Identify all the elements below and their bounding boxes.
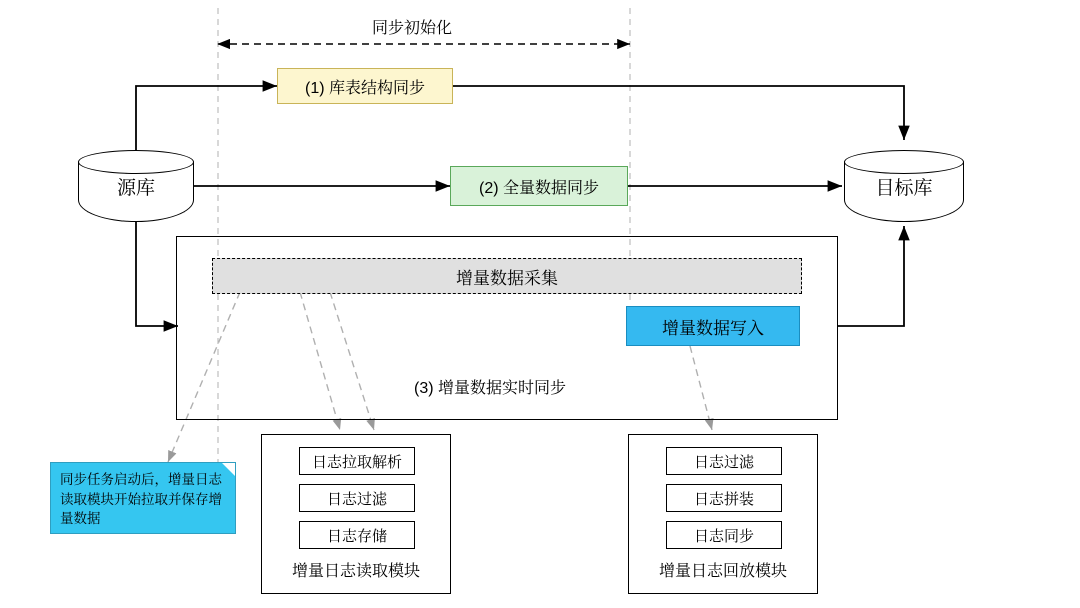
source-database xyxy=(78,150,194,222)
incremental-capture-label: 增量数据采集 xyxy=(456,268,558,288)
step1-label: (1) 库表结构同步 xyxy=(304,79,425,97)
reader-item-1 xyxy=(299,484,415,512)
reader-item-2-label: 日志存储 xyxy=(326,527,387,545)
step2-full-data-sync-box xyxy=(450,166,628,206)
replay-module-title: 增量日志回放模块 xyxy=(658,563,787,580)
replay-item-2 xyxy=(666,521,782,549)
replay-item-1 xyxy=(666,484,782,512)
note-sticky xyxy=(50,462,236,534)
replay-item-1-label: 日志拼装 xyxy=(693,490,754,508)
replay-item-0 xyxy=(666,447,782,475)
reader-item-1-label: 日志过滤 xyxy=(326,490,387,508)
reader-module-title: 增量日志读取模块 xyxy=(291,563,420,580)
incremental-write-box xyxy=(626,306,800,346)
reader-item-2 xyxy=(299,521,415,549)
note-text: 同步任务启动后，增量日志读取模块开始拉取并保存增量数据 xyxy=(60,472,222,527)
incremental-write-label: 增量数据写入 xyxy=(662,318,764,338)
source-database-label: 源库 xyxy=(116,177,155,199)
target-database-label: 目标库 xyxy=(875,177,933,199)
target-database xyxy=(844,150,964,222)
replay-item-0-label: 日志过滤 xyxy=(693,453,754,471)
incremental-capture-box xyxy=(212,258,802,294)
step3-label: (3) 增量数据实时同步 xyxy=(414,380,567,397)
sync-init-label: 同步初始化 xyxy=(372,20,453,37)
step1-schema-sync-box xyxy=(277,68,453,104)
step2-label: (2) 全量数据同步 xyxy=(478,179,599,197)
replay-item-2-label: 日志同步 xyxy=(693,527,754,545)
reader-item-0-label: 日志拉取解析 xyxy=(311,453,402,471)
reader-item-0 xyxy=(299,447,415,475)
note-fold-icon xyxy=(222,463,235,476)
